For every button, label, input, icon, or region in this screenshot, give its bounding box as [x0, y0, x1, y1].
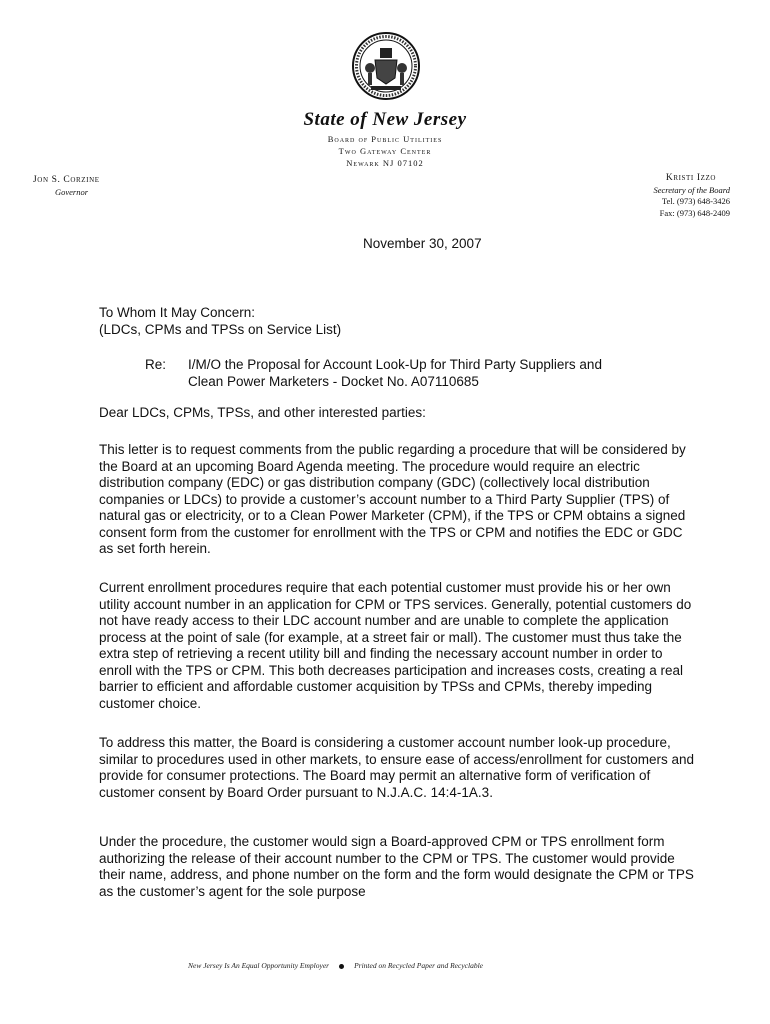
agency-address-line2: Newark NJ 07102 — [346, 158, 424, 168]
agency-name: Board of Public Utilities — [327, 134, 443, 144]
secretary-tel: Tel. (973) 648-3426 — [661, 196, 730, 206]
salutation-line2: (LDCs, CPMs and TPSs on Service List) — [99, 321, 342, 337]
governor-block — [33, 174, 100, 198]
secretary-title: Secretary of the Board — [653, 184, 730, 195]
paragraph-4: Under the procedure, the customer would sign a Board-approved CPM or TPS enrollment form authorizing the release of their account number to the CPM or TPS. The customer would provide their name, address, and phone number on the form and the form would designate the CPM or TPS as the customer’s agent for the sole purpose — [99, 834, 694, 899]
paragraph-3: To address this matter, the Board is considering a customer account number look-up procedure, similar to procedures used in other markets, to ensure ease of access/enrollment for customers and provide for consumer protections. The Board may permit an alternative form of verification of customer consent by Board Order pursuant to N.J.A.C. 14:4-1A.3. — [99, 735, 695, 800]
footer — [188, 961, 588, 970]
footer-equal-opportunity: New Jersey Is An Equal Opportunity Employer — [188, 961, 330, 970]
greeting: Dear LDCs, CPMs, TPSs, and other interested parties: — [99, 405, 426, 420]
agency-address-line1: Two Gateway Center — [338, 146, 432, 156]
governor-title: Governor — [55, 187, 89, 197]
salutation-line1: To Whom It May Concern: — [99, 305, 256, 320]
secretary-fax: Fax: (973) 648-2409 — [659, 207, 730, 218]
bullet-icon — [339, 964, 344, 969]
footer-recycled: Printed on Recycled Paper and Recyclable — [354, 961, 483, 970]
secretary-name: Kristi Izzo — [665, 173, 716, 183]
re-subject-line1: I/M/O the Proposal for Account Look-Up for Third Party Suppliers and — [188, 357, 602, 372]
re-subject — [188, 357, 668, 390]
paragraph-2: Current enrollment procedures require that each potential customer must provide his or her own utility account number in an application for CPM or TPS services. Generally, potential customers do not have ready access to their LDC account number and are unable to complete the application process at the point of sale (for example, at a street fair or mall). The customer must thus take the extra step of retrieving a recent utility bill and finding the necessary account number in order to enroll with the TPS or CPM. This both decreases participation and increases costs, creating a real barrier to efficient and affordable customer acquisition by TPSs and CPMs, thereby impeding customer choice. — [99, 580, 692, 711]
re-label: Re: — [145, 357, 167, 372]
secretary-block — [653, 173, 730, 219]
paragraph-1: This letter is to request comments from the public regarding a procedure that will be considered by the Board at an upcoming Board Agenda meeting. The procedure would require an electric distribution company (EDC) or gas distribution company (GDC) (collectively local distribution companies or LDCs) to provide a customer’s account number to a Third Party Supplier (TPS) of natural gas or electricity, or to a Clean Power Marketer (CPM), if the TPS or CPM obtains a signed consent form from the customer for enrollment with the TPS or CPM and notifies the EDC or GDC as set forth herein. — [99, 442, 686, 556]
state-name: State of New Jersey — [303, 109, 467, 130]
state-seal-icon — [351, 30, 421, 102]
re-subject-line2: Clean Power Marketers - Docket No. A07110685 — [188, 373, 479, 389]
governor-name: Jon S. Corzine — [33, 175, 100, 185]
letter-date: November 30, 2007 — [363, 236, 482, 251]
salutation — [99, 305, 699, 338]
